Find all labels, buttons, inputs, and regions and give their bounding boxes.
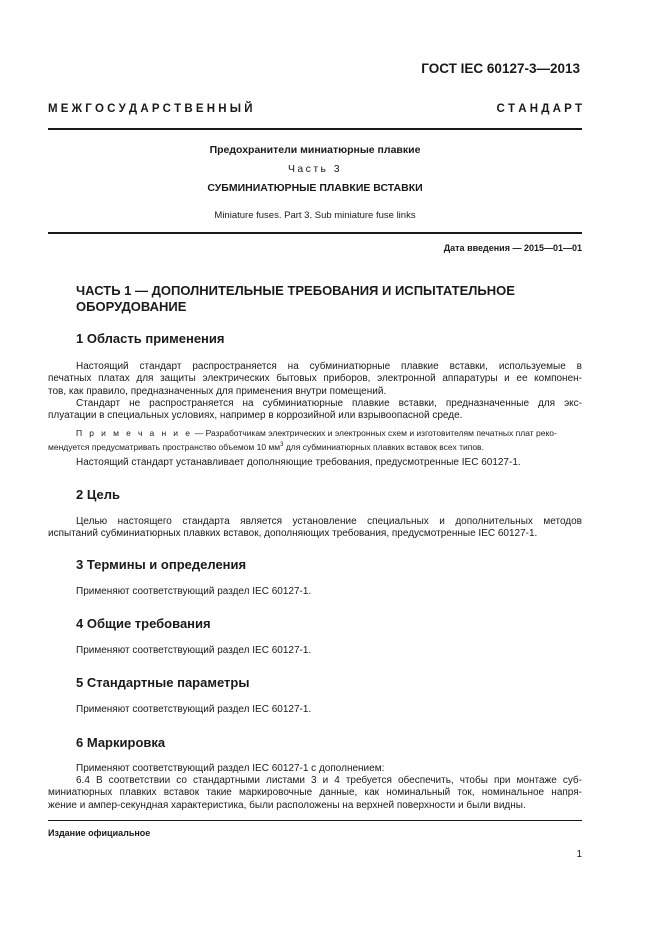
part-title [76, 283, 556, 315]
text-line: 6.4 В соответствии со стандартными листами 3 и 4 требуется обеспечить, чтобы при монтаже суб- [76, 775, 582, 786]
text-line: плуатации в специальных условиях, например в коррозийной или взрывоопасной среде. [48, 410, 463, 422]
section-6-para-2 [48, 775, 582, 812]
part-title-line-2: ОБОРУДОВАНИЕ [76, 299, 187, 314]
text-line: Настоящий стандарт устанавливает дополняющие требования, предусмотренные IEC 60127-1. [76, 457, 521, 468]
part-title-line-1: ЧАСТЬ 1 — ДОПОЛНИТЕЛЬНЫЕ ТРЕБОВАНИЯ И ИСПЫТАТЕЛЬНОЕ [76, 283, 515, 298]
section-6-para-1 [48, 763, 582, 775]
superscript: 3 [280, 442, 284, 448]
title-part: Часть 3 [288, 163, 342, 175]
title-rule [48, 232, 582, 234]
text-line: печатных платах для защиты электрических бытовых приборов, электронной аппаратуры и ее компонен- [48, 373, 582, 385]
text-line: Применяют соответствующий раздел IEC 60127-1. [76, 704, 312, 715]
footer-rule [48, 820, 582, 821]
section-4-para-1 [48, 645, 582, 657]
date-of-introduction: Дата введения — 2015—01—01 [443, 243, 582, 253]
text-line: тов, как правило, предназначенных для применения внутри помещений. [48, 385, 387, 397]
edition-label: Издание официальное [48, 828, 151, 838]
section-3-heading: 3 Термины и определения [76, 557, 247, 572]
text-line: Применяют соответствующий раздел IEC 60127-1. [76, 586, 312, 597]
text-line: Целью настоящего стандарта является установление специальных и дополнительных методов [76, 516, 582, 527]
title-english: Miniature fuses. Part 3. Sub miniature fuse links [214, 210, 416, 221]
text-line: Применяют соответствующий раздел IEC 60127-1 с дополнением: [76, 763, 385, 774]
section-1-heading: 1 Область применения [76, 331, 225, 346]
text-line: Применяют соответствующий раздел IEC 60127-1. [76, 645, 312, 656]
banner-interstate: М Е Ж Г О С У Д А Р С Т В Е Н Н Ы Й [48, 103, 253, 115]
section-4-heading: 4 Общие требования [76, 616, 211, 631]
note-text: мендуется предусматривать пространство объемом 10 мм [48, 441, 281, 452]
section-6-heading: 6 Маркировка [76, 735, 166, 750]
text-line: миниатюрных плавких вставок такие маркировочные данные, как номинальный ток, номинальное напря- [48, 787, 582, 799]
note-text: для субминиатюрных плавких вставок всех типов. [283, 441, 484, 452]
section-2-para-1 [48, 516, 582, 541]
page-number: 1 [576, 849, 582, 860]
title-line-3: СУБМИНИАТЮРНЫЕ ПЛАВКИЕ ВСТАВКИ [207, 182, 423, 194]
text-line: жение и ампер-секундная характеристика, были расположены на верхней поверхности и были видны. [48, 799, 526, 811]
note-label: П р и м е ч а н и е [76, 428, 193, 438]
section-1-para-3 [48, 457, 582, 469]
top-rule [48, 128, 582, 130]
section-1-note [48, 427, 582, 453]
text-line: Настоящий стандарт распространяется на субминиатюрные плавкие вставки, используемые в [76, 361, 582, 372]
standard-banner [48, 103, 582, 115]
text-line: Стандарт не распространяется на субминиатюрные плавкие вставки, предназначенные для экс- [76, 398, 582, 409]
section-1-para-1 [48, 361, 582, 398]
section-5-para-1 [48, 704, 582, 716]
section-3-para-1 [48, 586, 582, 598]
text-line: испытаний субминиатюрных плавких вставок, дополняющих требования, предусмотренные IEC 60127-1. [48, 528, 538, 540]
section-2-heading: 2 Цель [76, 487, 120, 502]
note-line [48, 439, 582, 453]
note-text: — Разработчикам электрических и электронных схем и изготовителям печатных плат реко- [192, 428, 557, 438]
document-code: ГОСТ IEC 60127-3—2013 [421, 61, 580, 76]
title-line-1: Предохранители миниатюрные плавкие [209, 144, 421, 156]
section-5-heading: 5 Стандартные параметры [76, 675, 250, 690]
banner-standard: С Т А Н Д А Р Т [496, 103, 582, 115]
note-line [48, 427, 582, 439]
section-1-para-2 [48, 398, 582, 423]
